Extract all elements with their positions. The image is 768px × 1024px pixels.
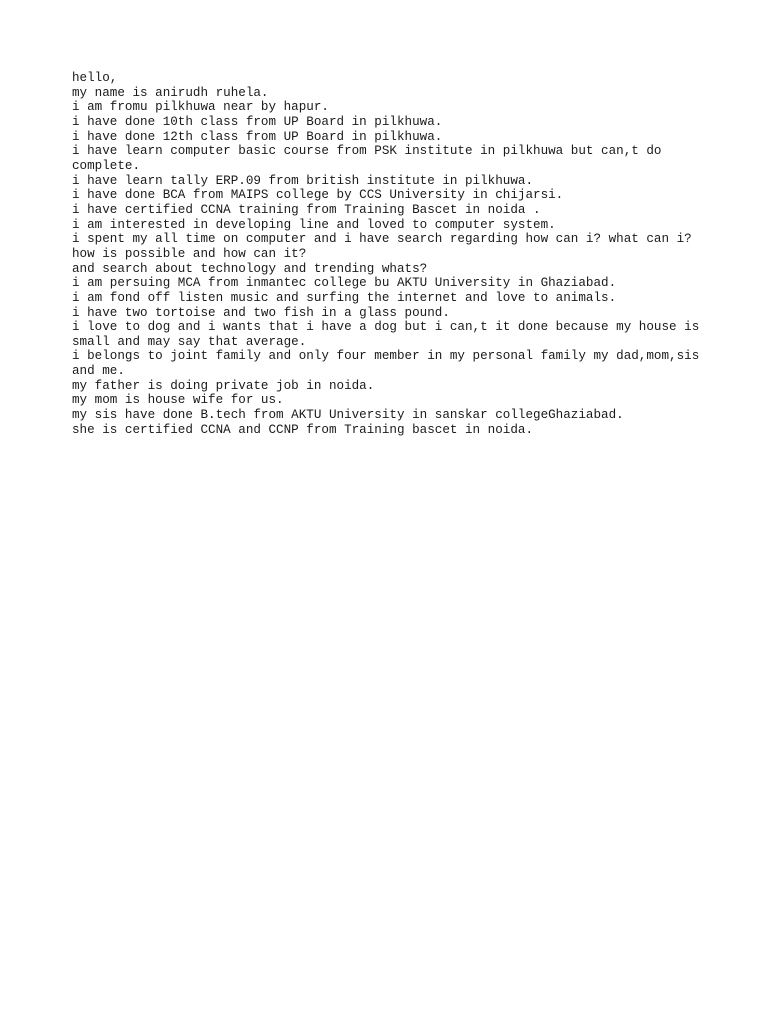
text-line: i have learn computer basic course from PSK institute in pilkhuwa but can,t do bbox=[72, 144, 662, 159]
text-line: i spent my all time on computer and i have search regarding how can i? what can i? bbox=[72, 232, 692, 247]
text-line: i have done 12th class from UP Board in pilkhuwa. bbox=[72, 129, 443, 144]
text-line: she is certified CCNA and CCNP from Training bascet in noida. bbox=[72, 422, 534, 437]
text-line: complete. bbox=[72, 158, 141, 173]
text-line: and me. bbox=[72, 364, 125, 379]
text-line: i belongs to joint family and only four member in my personal family my dad,mom,sis bbox=[72, 349, 700, 364]
text-line: i am fromu pilkhuwa near by hapur. bbox=[72, 100, 329, 115]
text-line: i love to dog and i wants that i have a dog but i can,t it done because my house is bbox=[72, 320, 700, 335]
text-line: small and may say that average. bbox=[72, 334, 307, 349]
text-line: my name is anirudh ruhela. bbox=[72, 85, 269, 100]
text-line: i have two tortoise and two fish in a glass pound. bbox=[72, 305, 450, 320]
text-line: my mom is house wife for us. bbox=[72, 393, 284, 408]
text-line: my father is doing private job in noida. bbox=[72, 378, 375, 393]
text-line: i am fond off listen music and surfing the internet and love to animals. bbox=[72, 290, 617, 305]
text-line: i am persuing MCA from inmantec college bu AKTU University in Ghaziabad. bbox=[72, 276, 617, 291]
document-body bbox=[72, 71, 712, 437]
text-line: and search about technology and trending whats? bbox=[72, 261, 428, 276]
text-line: how is possible and how can it? bbox=[72, 246, 307, 261]
text-line: hello, bbox=[72, 71, 118, 85]
text-line: my sis have done B.tech from AKTU University in sanskar collegeGhaziabad. bbox=[72, 408, 624, 423]
text-line: i have done 10th class from UP Board in pilkhuwa. bbox=[72, 114, 443, 129]
text-line: i have certified CCNA training from Training Bascet in noida . bbox=[72, 202, 541, 217]
text-line: i have done BCA from MAIPS college by CCS University in chijarsi. bbox=[72, 188, 564, 203]
text-line: i am interested in developing line and loved to computer system. bbox=[72, 217, 556, 232]
text-line: i have learn tally ERP.09 from british institute in pilkhuwa. bbox=[72, 173, 534, 188]
